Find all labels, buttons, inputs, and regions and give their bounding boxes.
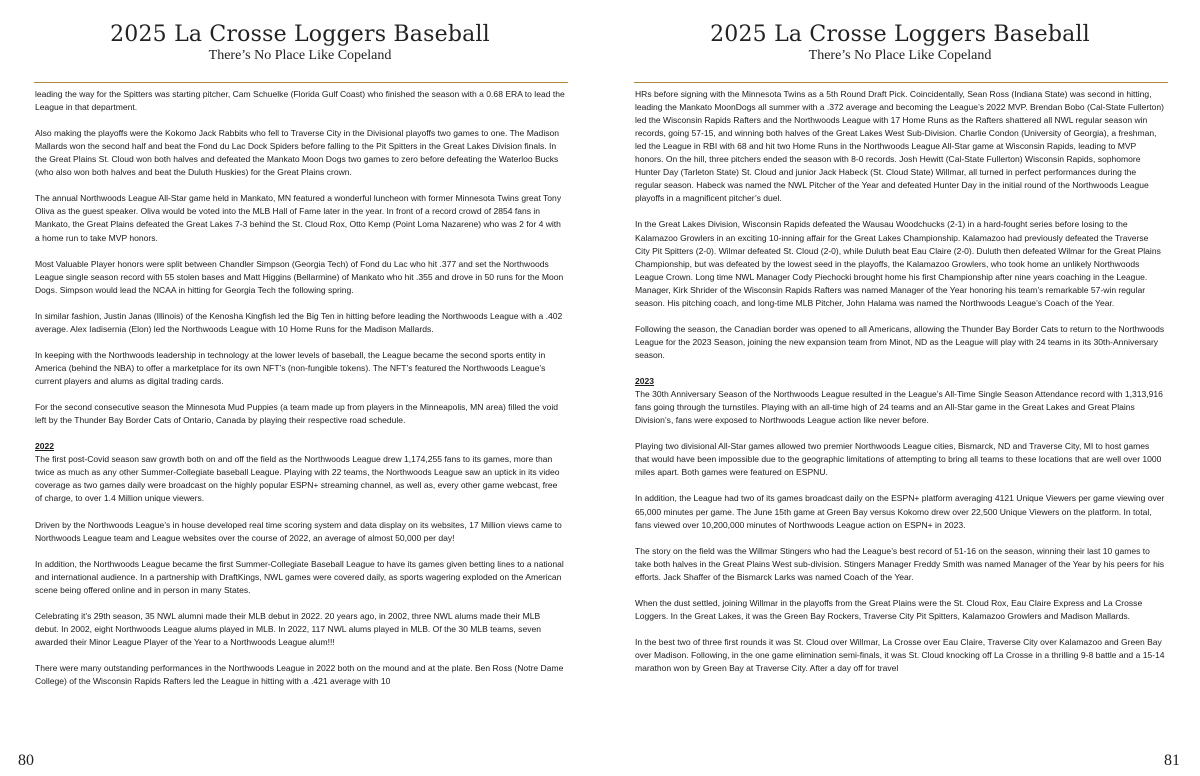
paragraph: The 30th Anniversary Season of the Northwoods League resulted in the League’s All-Time Single Season Attendance record with 1,313,916 fans going through the turnstiles. Playing with an all-time high of 24 teams and an All-Star game in the Great Lakes and Great Plains Division’s, fans were exposed to Northwoods League action like never before.	[635, 389, 1163, 426]
paragraph: When the dust settled, joining Willmar in the playoffs from the Great Plains were the St. Cloud Rox, Eau Claire Express and La Crosse Loggers. In the Great Lakes, it was the Green Bay Rockers, Traverse City Pit Spitters, Kalamazoo Growlers and Madison Mallards.	[635, 597, 1143, 621]
paragraph: The annual Northwoods League All-Star game held in Mankato, MN featured a wonderful luncheon with former Minnesota Twins great Tony Oliva as the guest speaker. Oliva would be voted into the MLB Hall of Fame later in the year. In front of a record crowd of 2854 fans in Mankato, the Great Plains defeated the Great Lakes 7-3 behind the St. Cloud Rox, Otto Kemp (Point Loma Nazarene) who was 2 for 4 with a home run to take MVP honors.	[35, 193, 562, 243]
right-page	[600, 0, 1200, 776]
paragraph: The first post-Covid season saw growth both on and off the field as the Northwoods League drew 1,174,255 fans to its games, more than twice as much as any other Summer-Collegiate baseball League. Playing with 22 teams, the Northwoods League saw an uptick in its video coverage as two games daily were broadcast on the highly popular ESPN+ streaming channel, as well as, every other game webcast, free of charge, to over 1.4 Million unique viewers.	[35, 454, 560, 504]
paragraph: leading the way for the Spitters was starting pitcher, Cam Schuelke (Florida Gulf Coast) who finished the season with a 0.68 ERA to lead the League in that department.	[35, 89, 565, 113]
paragraph: Driven by the Northwoods League’s in house developed real time scoring system and data display on its websites, 17 Million views came to Northwoods League team and League websites over the course of 2022, an average of almost 50,000 per day!	[35, 519, 562, 543]
article-body	[35, 88, 565, 701]
paragraph: HRs before signing with the Minnesota Twins as a 5th Round Draft Pick. Coincidentally, Sean Ross (Indiana State) was second in hitting, leading the Mankato MoonDogs all summer with a .372 average and becoming the League’s 2022 MVP. Brendan Bobo (Cal-State Fullerton) led the Wisconsin Rapids Rafters and the Northwoods League with 17 Home Runs as the Rafters shattered all NWL regular season win records, going 57-15, and winning both halves of the Great Lakes West Sub-Division. Charlie Condon (University of Georgia), a freshman, led the League in RBI with 68 and hit two Home Runs in the Northwoods League All-Star game at Wisconsin Rapids, leading to MVP honors. On the hill, three pitchers ended the season with 8-0 records. Josh Hewitt (Cal-State Fullerton) Wisconsin Rapids, sophomore Hunter Day (Tarleton State) St. Cloud and junior Jack Habeck (St. Cloud State) Willmar, all turned in perfect performances during the regular season. Habeck was named the NWL Pitcher of the Year and defeated Hunter Day in the initial round of the Northwoods League playoffs in a magnificent pitcher’s duel.	[635, 89, 1164, 204]
article-body	[635, 88, 1165, 688]
paragraph: Following the season, the Canadian border was opened to all Americans, allowing the Thunder Bay Border Cats to return to the Northwoods League for the 2023 Season, joining the new expansion team from Minot, ND as the League will play with 24 teams in its 30th-Anniversary season.	[635, 323, 1165, 360]
paragraph: In similar fashion, Justin Janas (Illinois) of the Kenosha Kingfish led the Big Ten in hitting before leading the Northwoods League with a .402 average. Alex Iadisernia (Elon) led the Northwoods League with 10 Home Runs for the Madison Mallards.	[35, 310, 563, 334]
header-divider	[634, 82, 1168, 83]
page-title: 2025 La Crosse Loggers Baseball	[110, 22, 490, 47]
page-subtitle: There’s No Place Like Copeland	[808, 48, 992, 63]
page-title: 2025 La Crosse Loggers Baseball	[710, 22, 1090, 47]
paragraph: There were many outstanding performances in the Northwoods League in 2022 both on the mound and at the plate. Ben Ross (Notre Dame College) of the Wisconsin Rapids Rafters led the League in hitting with a .421 average with 10	[35, 663, 564, 687]
header-divider	[34, 82, 568, 83]
page-subtitle: There’s No Place Like Copeland	[208, 48, 392, 63]
page-number: 80	[18, 752, 34, 769]
paragraph: Celebrating it’s 29th season, 35 NWL alumni made their MLB debut in 2022. 20 years ago, in 2002, three NWL alums made their MLB debut. In 2002, eight Northwoods League alums played in MLB. In 2022, 117 NWL alums played in MLB. Of the 30 MLB teams, seven awarded their Minor League Player of the Year to a Northwoods League alum!!!	[35, 610, 541, 647]
paragraph: Also making the playoffs were the Kokomo Jack Rabbits who fell to Traverse City in the Divisional playoffs two games to one. The Madison Mallards won the second half and beat the Fond du Lac Dock Spiders before falling to the Pit Spitters in the Great Lakes Division finals. In the Great Plains St. Cloud won both halves and defeated the Mankato Moon Dogs two games to zero before defeating the Waterloo Bucks (who also won both halves and beat the Duluth Huskies) for the Great Plains crown.	[35, 128, 559, 178]
paragraph: In addition, the League had two of its games broadcast daily on the ESPN+ platform averaging 4121 Unique Viewers per game viewing over 65,000 minutes per game. The June 15th game at Green Bay versus Kokomo drew over 22,500 Unique Viewers on the platform. In total, fans viewed over 10,200,000 minutes of Northwoods League action on ESPN+ in 2023.	[635, 493, 1165, 530]
page-number: 81	[1164, 752, 1180, 769]
paragraph: Most Valuable Player honors were split between Chandler Simpson (Georgia Tech) of Fond du Lac who hit .377 and set the Northwoods League single season record with 55 stolen bases and Matt Higgins (Bellarmine) of Mankato who hit .355 and drove in 50 runs for the Moon Dogs. Simpson would lead the NCAA in hitting for Georgia Tech the following spring.	[35, 258, 564, 295]
paragraph: In the Great Lakes Division, Wisconsin Rapids defeated the Wausau Woodchucks (2-1) in a hard-fought series before losing to the Kalamazoo Growlers in an exciting 10-inning affair for the Great Lakes Championship. Kalamazoo had previously defeated the Traverse City Pit Spitters (2-0). Wilmar defeated St. Cloud (2-0), while Duluth beat Eau Claire (2-0). Duluth then defeated Wilmar for the Great Plains Championship, but was defeated by the lowest seed in the playoffs, the Kalamazoo Growlers, who took home an unlikely Northwoods League Crown. Long time NWL Manager Cody Piechocki brought home his first Championship after nine years coaching in the League. Manager, Kirk Shrider of the Wisconsin Rapids Rafters was named Manager of the Year honoring his team’s remarkable 57-win regular season. His pitching coach, and long-time MLB Pitcher, John Halama was named the Northwoods League’s Coach of the Year.	[635, 219, 1161, 308]
paragraph: Playing two divisional All-Star games allowed two premier Northwoods League cities, Bismarck, ND and Traverse City, MI to host games that would have been impossible due to the geographic limitations of attempting to bring all teams to these locations that are well over 1000 miles apart. Both games were featured on ESPNU.	[635, 441, 1162, 478]
paragraph: In addition, the Northwoods League became the first Summer-Collegiate Baseball League to have its games given betting lines to a national and international audience. In a partnership with DraftKings, NWL games were covered daily, as sports wagering exploded on the American scene being offered online and in person in many States.	[35, 558, 564, 595]
section-heading-2022: 2022	[35, 441, 55, 452]
paragraph: The story on the field was the Willmar Stingers who had the League’s best record of 51-16 on the season, winning their last 10 games to take both halves in the Great Plains West sub-division. Stingers Manager Freddy Smith was named Manager of the Year by his peers for his efforts. Jack Shaffer of the Bismarck Larks was named Coach of the Year.	[635, 545, 1165, 582]
paragraph: For the second consecutive season the Minnesota Mud Puppies (a team made up from players in the Minneapolis, MN area) filled the void left by the Thunder Bay Border Cats of Ontario, Canada by playing their respective road schedule.	[35, 402, 559, 426]
paragraph: In the best two of three first rounds it was St. Cloud over Willmar, La Crosse over Eau Claire, Traverse City over Kalamazoo and Green Bay over Madison. Following, in the one game elimination semi-finals, it was St. Cloud knocking off La Crosse in a thrilling 9-8 battle and a 15-14 marathon won by Green Bay at Traverse City. After a day off for travel	[635, 636, 1165, 674]
section-heading-2023: 2023	[635, 376, 655, 387]
paragraph: In keeping with the Northwoods leadership in technology at the lower levels of baseball, the League became the second sports entity in America (behind the NBA) to offer a marketplace for its own NFT’s (non-fungible tokens). The NFT’s featured the Northwoods League’s current players and alums as digital trading cards.	[35, 349, 546, 387]
